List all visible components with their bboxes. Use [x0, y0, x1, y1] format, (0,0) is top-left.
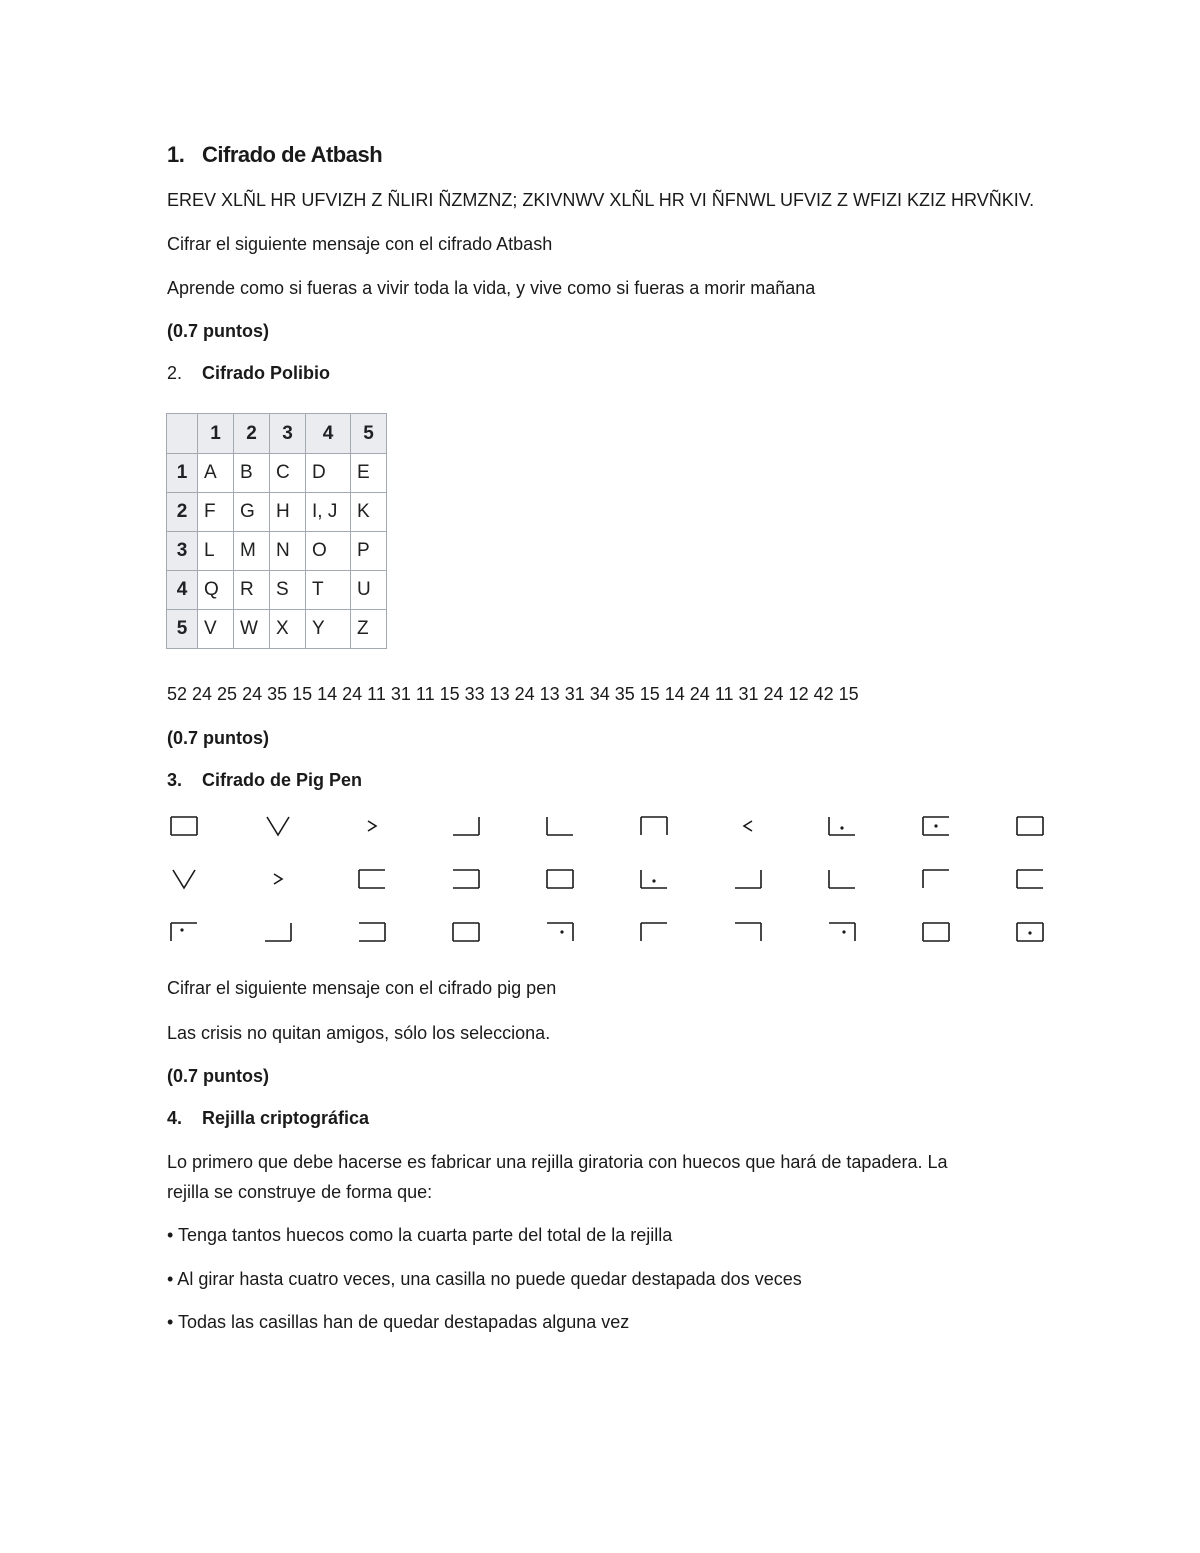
pigpen-symbol-glyph	[637, 917, 671, 947]
pigpen-symbol-glyph	[543, 864, 577, 894]
polybius-cell: M	[234, 532, 270, 571]
pigpen-dot	[560, 930, 563, 933]
polybius-cell: D	[306, 454, 351, 493]
polybius-cell: V	[198, 610, 234, 649]
pigpen-symbol-glyph	[919, 864, 953, 894]
pigpen-symbol	[261, 917, 295, 953]
pigpen-instruction: Cifrar el siguiente mensaje con el cifrado pig pen	[167, 978, 557, 998]
pigpen-symbol-glyph	[919, 917, 953, 947]
pigpen-symbol	[825, 811, 859, 847]
polybius-square	[166, 413, 387, 649]
pigpen-symbol	[167, 864, 201, 900]
polibio-heading	[167, 363, 330, 384]
pigpen-dot	[1028, 931, 1031, 934]
pigpen-stroke	[267, 817, 289, 835]
pigpen-symbol	[1013, 811, 1047, 847]
pigpen-stroke	[368, 821, 376, 831]
polibio-number: 2.	[167, 363, 183, 383]
pigpen-symbol	[919, 864, 953, 900]
pigpen-symbol	[543, 811, 577, 847]
polybius-cell: Q	[198, 571, 234, 610]
pigpen-points: (0.7 puntos)	[167, 1066, 269, 1086]
polybius-row	[167, 610, 387, 649]
rejilla-heading	[167, 1108, 369, 1129]
polybius-row	[167, 493, 387, 532]
pigpen-heading	[167, 770, 362, 791]
pigpen-symbol	[1013, 864, 1047, 900]
polybius-cell: K	[351, 493, 387, 532]
rejilla-title: Rejilla criptográfica	[202, 1108, 370, 1128]
atbash-title: Cifrado de Atbash	[202, 142, 383, 167]
polybius-row	[167, 454, 387, 493]
polybius-col-header: 1	[198, 414, 234, 454]
polybius-cell: F	[198, 493, 234, 532]
pigpen-symbol	[543, 864, 577, 900]
pigpen-symbol	[167, 811, 201, 847]
pigpen-symbol	[449, 864, 483, 900]
pigpen-symbol-glyph	[167, 917, 201, 947]
polibio-ciphertext: 52 24 25 24 35 15 14 24 11 31 11 15 33 13 24 13 31 34 35 15 14 24 11 31 24 12 42 15	[167, 684, 859, 704]
atbash-message: Aprende como si fueras a vivir toda la vida, y vive como si fueras a morir mañana	[167, 278, 816, 298]
polibio-title: Cifrado Polibio	[202, 363, 330, 383]
polybius-col-header: 4	[306, 414, 351, 454]
polybius-cell: T	[306, 571, 351, 610]
polybius-col-header: 3	[270, 414, 306, 454]
pigpen-symbol-glyph	[825, 811, 859, 841]
pigpen-symbol-glyph	[355, 811, 389, 841]
pigpen-dot	[842, 930, 845, 933]
polybius-row-header: 4	[167, 571, 198, 610]
rejilla-bullet: • Tenga tantos huecos como la cuarta parte del total de la rejilla	[167, 1225, 673, 1245]
polybius-cell: C	[270, 454, 306, 493]
polybius-cell: L	[198, 532, 234, 571]
pigpen-symbol-glyph	[355, 864, 389, 894]
polybius-row-header: 3	[167, 532, 198, 571]
pigpen-symbol-glyph	[261, 811, 295, 841]
pigpen-dot	[934, 824, 937, 827]
polybius-cell: O	[306, 532, 351, 571]
polybius-cell: W	[234, 610, 270, 649]
pigpen-symbol-glyph	[731, 864, 765, 894]
polybius-cell: I, J	[306, 493, 351, 532]
pigpen-symbol	[355, 811, 389, 847]
pigpen-symbol-glyph	[637, 811, 671, 841]
pigpen-symbol	[637, 811, 671, 847]
pigpen-symbol	[355, 917, 389, 953]
polybius-cell: P	[351, 532, 387, 571]
polybius-cell: G	[234, 493, 270, 532]
polybius-cell: H	[270, 493, 306, 532]
polybius-row-header: 1	[167, 454, 198, 493]
pigpen-symbol	[825, 864, 859, 900]
polybius-corner	[167, 414, 198, 454]
pigpen-symbol-glyph	[543, 811, 577, 841]
pigpen-symbol	[919, 917, 953, 953]
rejilla-intro-line-1: Lo primero que debe hacerse es fabricar una rejilla giratoria con huecos que hará de tapadera. La	[167, 1152, 948, 1172]
polybius-header-row	[167, 414, 387, 454]
polybius-cell: S	[270, 571, 306, 610]
pigpen-symbol-glyph	[261, 864, 295, 894]
polybius-cell: N	[270, 532, 306, 571]
polybius-cell: X	[270, 610, 306, 649]
atbash-number: 1.	[167, 142, 185, 167]
polibio-points: (0.7 puntos)	[167, 728, 269, 748]
pigpen-symbol	[355, 864, 389, 900]
pigpen-symbol	[543, 917, 577, 953]
pigpen-symbol	[261, 864, 295, 900]
pigpen-stroke	[173, 870, 195, 888]
pigpen-symbol-glyph	[1013, 811, 1047, 841]
rejilla-bullet: • Todas las casillas han de quedar destapadas alguna vez	[167, 1312, 630, 1332]
pigpen-symbol	[261, 811, 295, 847]
pigpen-symbol-glyph	[355, 917, 389, 947]
pigpen-number: 3.	[167, 770, 183, 790]
polybius-cell: A	[198, 454, 234, 493]
pigpen-symbol-glyph	[1013, 917, 1047, 947]
pigpen-symbol-glyph	[919, 811, 953, 841]
atbash-ciphertext: EREV XLÑL HR UFVIZH Z ÑLIRI ÑZMZNZ; ZKIVNWV XLÑL HR VI ÑFNWL UFVIZ Z WFIZI KZIZ HRVÑKIV.	[167, 190, 1035, 210]
rejilla-intro-line-2: rejilla se construye de forma que:	[167, 1182, 433, 1202]
pigpen-stroke	[744, 821, 752, 831]
pigpen-symbol-glyph	[637, 864, 671, 894]
pigpen-message: Las crisis no quitan amigos, sólo los selecciona.	[167, 1023, 551, 1043]
polybius-cell: R	[234, 571, 270, 610]
atbash-heading	[167, 142, 382, 168]
pigpen-stroke	[274, 874, 282, 884]
pigpen-symbol	[919, 811, 953, 847]
atbash-points: (0.7 puntos)	[167, 321, 269, 341]
pigpen-symbol	[731, 811, 765, 847]
pigpen-symbol	[825, 917, 859, 953]
polybius-row-header: 2	[167, 493, 198, 532]
pigpen-symbol-glyph	[167, 864, 201, 894]
pigpen-row	[167, 811, 1027, 847]
pigpen-symbol-glyph	[731, 811, 765, 841]
pigpen-symbol-glyph	[449, 811, 483, 841]
polybius-cell: B	[234, 454, 270, 493]
pigpen-symbol-glyph	[825, 864, 859, 894]
polybius-col-header: 5	[351, 414, 387, 454]
polybius-cell: U	[351, 571, 387, 610]
pigpen-dot	[652, 879, 655, 882]
pigpen-symbol	[637, 917, 671, 953]
pigpen-symbol-glyph	[449, 917, 483, 947]
pigpen-symbol	[167, 917, 201, 953]
pigpen-symbol	[637, 864, 671, 900]
polybius-row-header: 5	[167, 610, 198, 649]
polybius-cell: Z	[351, 610, 387, 649]
polybius-col-header: 2	[234, 414, 270, 454]
polybius-cell: Y	[306, 610, 351, 649]
pigpen-symbol	[449, 917, 483, 953]
pigpen-symbol	[1013, 917, 1047, 953]
pigpen-symbol-glyph	[731, 917, 765, 947]
rejilla-number: 4.	[167, 1108, 183, 1128]
pigpen-symbol-glyph	[825, 917, 859, 947]
polybius-cell: E	[351, 454, 387, 493]
pigpen-dot	[840, 826, 843, 829]
pigpen-symbol-glyph	[167, 811, 201, 841]
pigpen-symbol-glyph	[449, 864, 483, 894]
polybius-row	[167, 532, 387, 571]
pigpen-symbol	[731, 917, 765, 953]
atbash-instruction: Cifrar el siguiente mensaje con el cifrado Atbash	[167, 234, 553, 254]
pigpen-title: Cifrado de Pig Pen	[202, 770, 363, 790]
polybius-row	[167, 571, 387, 610]
pigpen-symbol-glyph	[543, 917, 577, 947]
pigpen-symbol-glyph	[1013, 864, 1047, 894]
pigpen-symbol	[731, 864, 765, 900]
pigpen-row	[167, 864, 1027, 900]
pigpen-symbol-glyph	[261, 917, 295, 947]
pigpen-row	[167, 917, 1027, 953]
rejilla-bullet: • Al girar hasta cuatro veces, una casilla no puede quedar destapada dos veces	[167, 1269, 802, 1289]
pigpen-symbol	[449, 811, 483, 847]
pigpen-dot	[180, 928, 183, 931]
